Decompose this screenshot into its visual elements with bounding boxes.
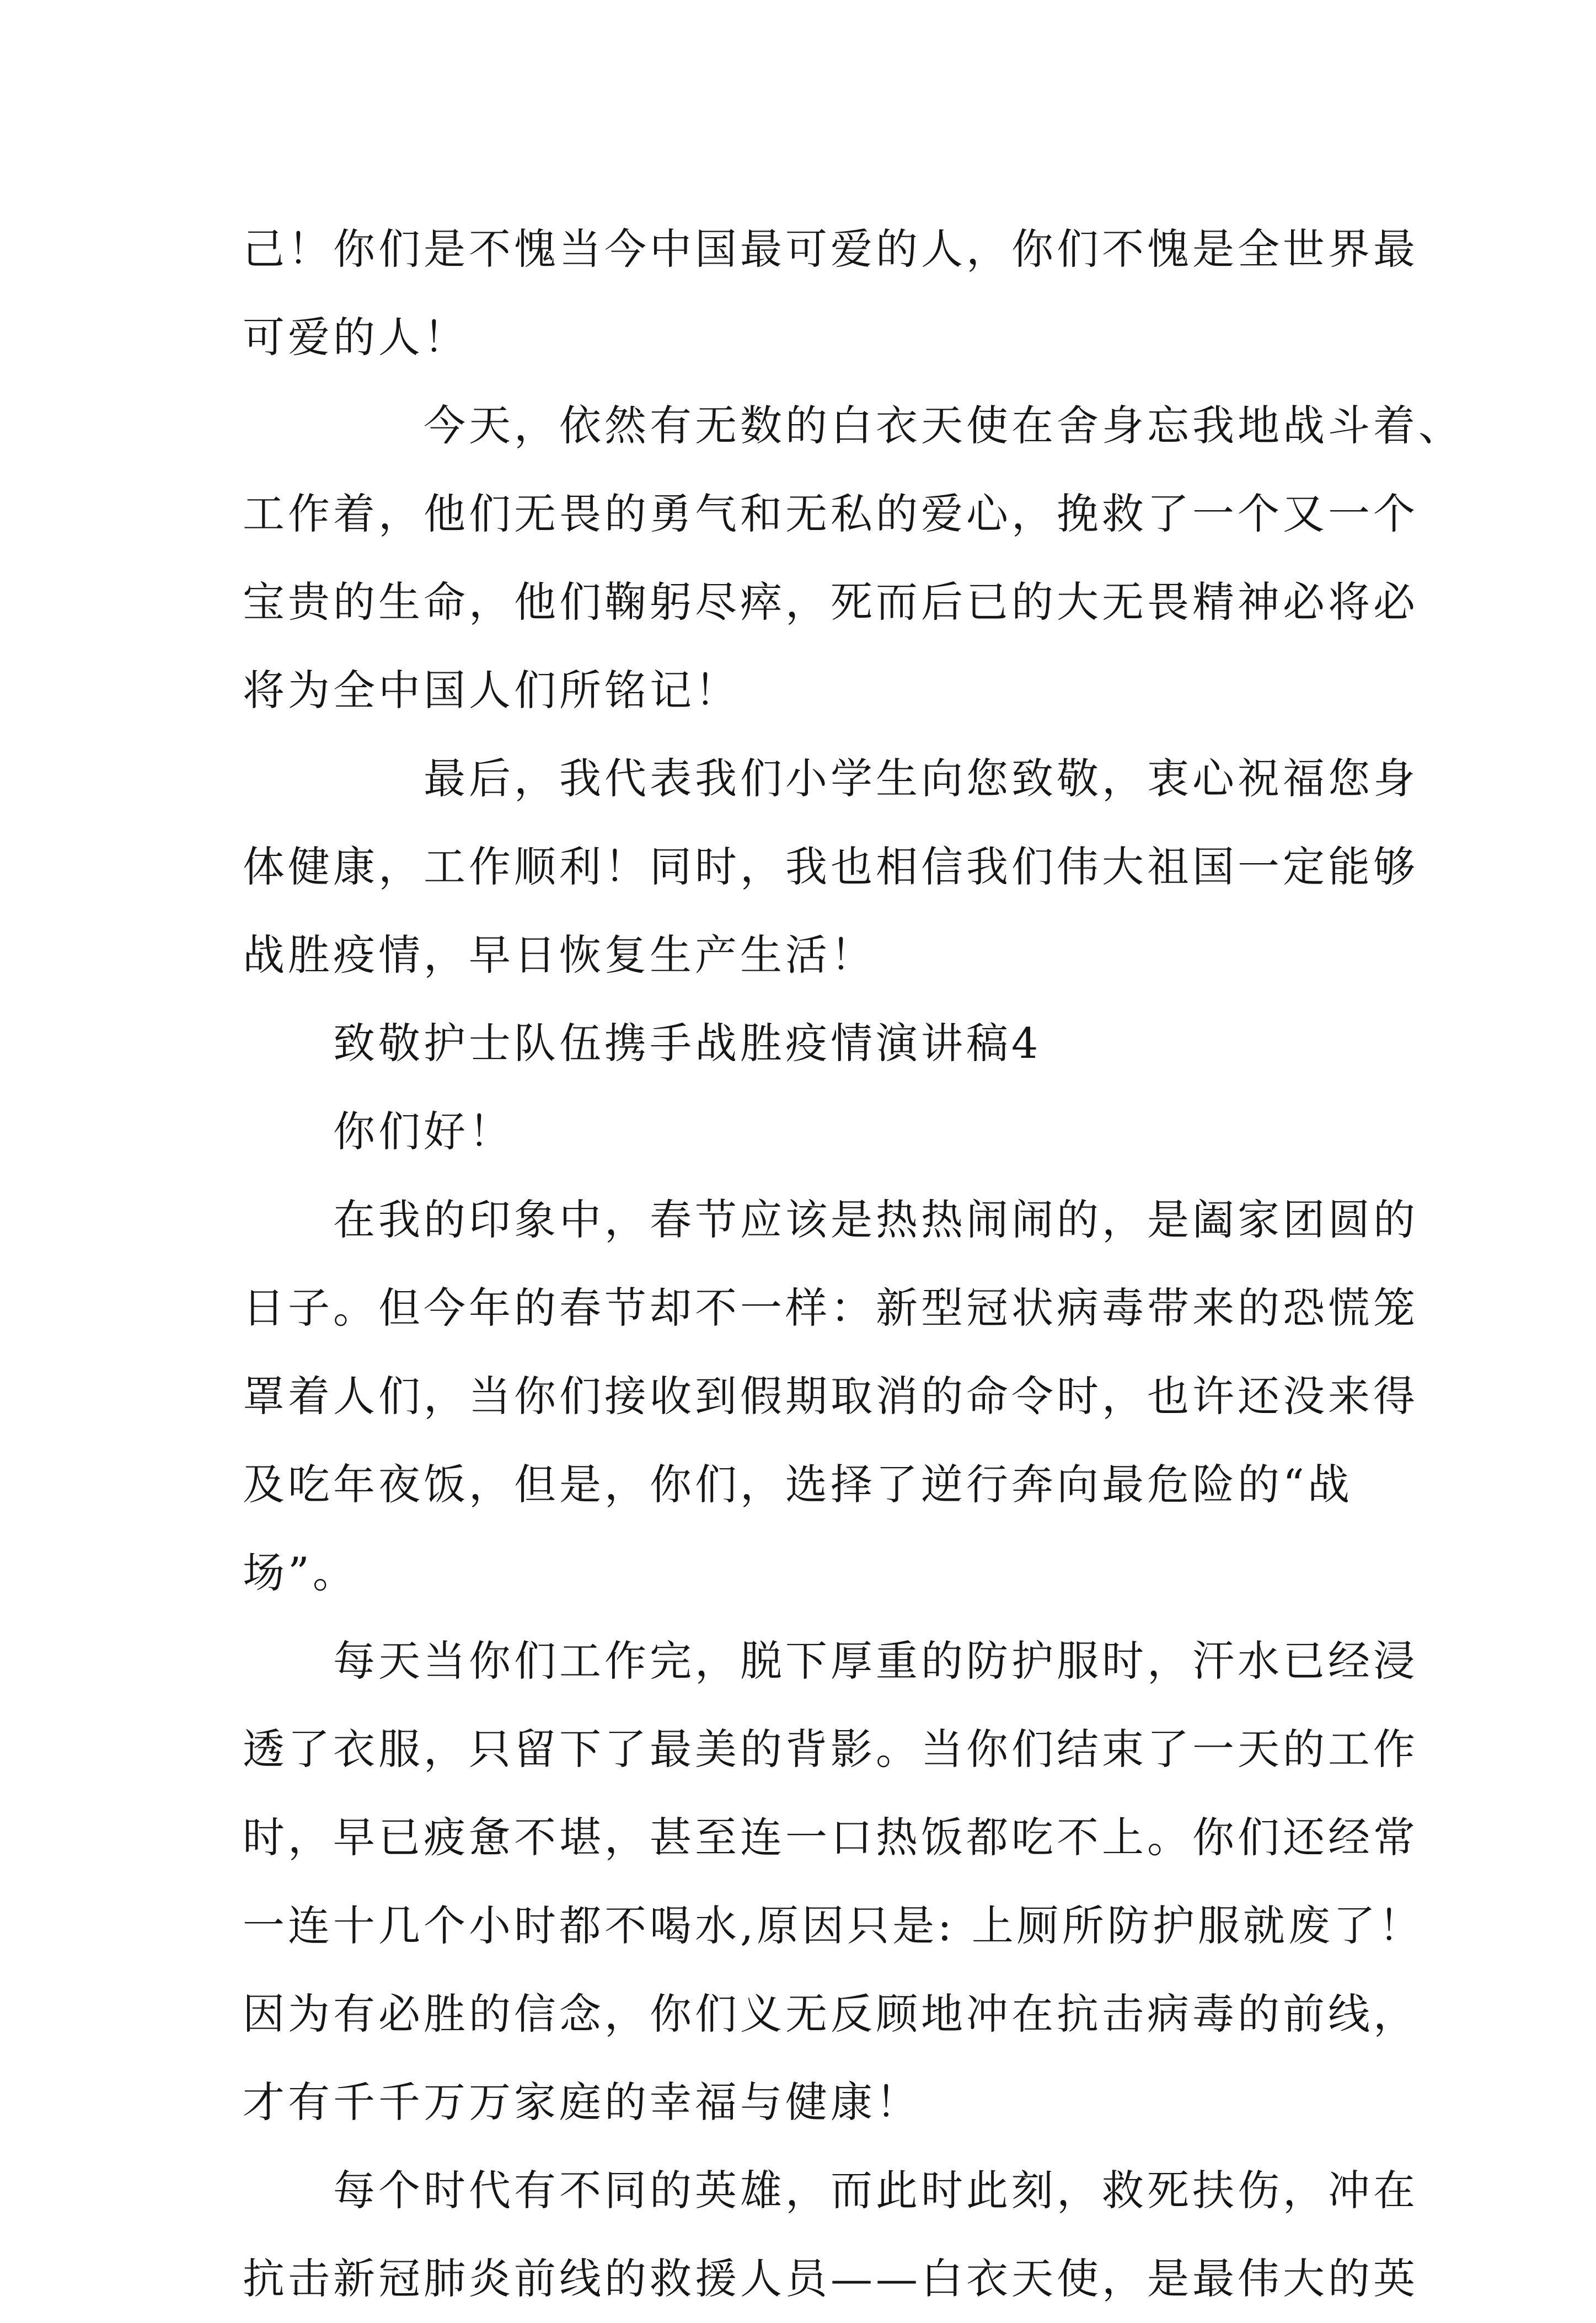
- text-line: 时，早已疲惫不堪，甚至连一口热饭都吃不上。你们还经常: [243, 1813, 1418, 1862]
- text-line: 致敬护士队伍携手战胜疫情演讲稿4: [333, 1019, 1042, 1068]
- text-line: 你们好！: [333, 1107, 514, 1156]
- text-line: 体健康，工作顺利！同时，我也相信我们伟大祖国一定能够: [243, 842, 1418, 891]
- text-line: 宝贵的生命，他们鞠躬尽瘁，死而后已的大无畏精神必将必: [243, 577, 1418, 627]
- text-line: 最后，我代表我们小学生向您致敬，衷心祝福您身: [424, 754, 1418, 803]
- text-line: 将为全中国人们所铭记！: [243, 666, 740, 715]
- text-line: 今天，依然有无数的白衣天使在舍身忘我地战斗着、: [424, 401, 1464, 450]
- text-line: 罩着人们，当你们接收到假期取消的命令时，也许还没来得: [243, 1372, 1418, 1421]
- text-line: 在我的印象中，春节应该是热热闹闹的，是阖家团圆的: [333, 1195, 1418, 1244]
- text-line: 抗击新冠肺炎前线的救援人员——白衣天使，是最伟大的英: [243, 2254, 1418, 2303]
- text-line: 日子。但今年的春节却不一样：新型冠状病毒带来的恐慌笼: [243, 1283, 1418, 1332]
- text-line: 及吃年夜饭，但是，你们，选择了逆行奔向最危险的“战: [243, 1460, 1353, 1509]
- text-line: 才有千千万万家庭的幸福与健康！: [243, 2078, 921, 2127]
- text-line: 工作着，他们无畏的勇气和无私的爱心，挽救了一个又一个: [243, 489, 1418, 538]
- text-line: 因为有必胜的信念，你们义无反顾地冲在抗击病毒的前线，: [243, 1989, 1418, 2038]
- text-line: 可爱的人！: [243, 313, 469, 362]
- text-line: 透了衣服，只留下了最美的背影。当你们结束了一天的工作: [243, 1725, 1418, 1774]
- text-line: 战胜疫情，早日恢复生产生活！: [243, 930, 876, 979]
- text-line: 己！你们是不愧当今中国最可爱的人，你们不愧是全世界最: [243, 224, 1418, 274]
- text-line: 每个时代有不同的英雄，而此时此刻，救死扶伤，冲在: [333, 2166, 1418, 2215]
- text-line: 场”。: [243, 1548, 358, 1597]
- text-line: 一连十几个小时都不喝水,原因只是: 上厕所防护服就废了！: [243, 1901, 1424, 1950]
- text-line: 每天当你们工作完，脱下厚重的防护服时，汗水已经浸: [333, 1636, 1418, 1685]
- document-body: [243, 205, 1464, 2323]
